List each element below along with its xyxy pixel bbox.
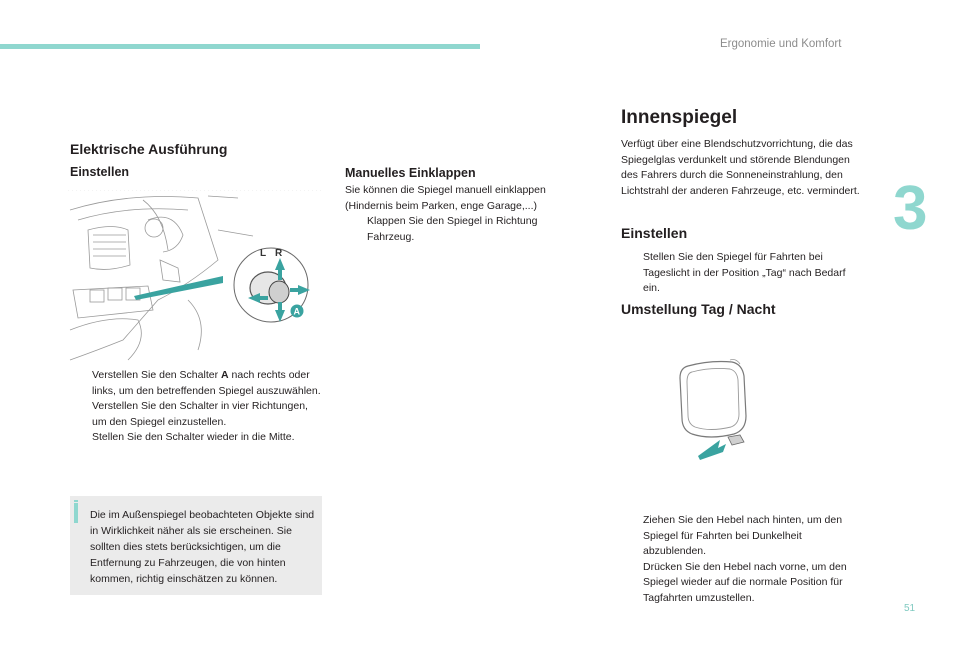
bullet-night-position: [621, 513, 861, 560]
page-number: 51: [904, 603, 916, 614]
manual-fold-bullets: [345, 214, 585, 245]
svg-text:L: L: [260, 248, 267, 259]
info-note-text: Die im Außenspiegel beobachteten Objekte sind in Wirklichkeit näher als sie erscheinen. Sie sollten dies stets berücksichtigen, um die Entfernung zu Fahrzeugen, die von hinten kommen, richtig einschätzen zu können.: [90, 509, 315, 585]
heading-interior-mirror: Innenspiegel: [621, 107, 738, 128]
bullet-day-return: [621, 560, 861, 607]
header-accent-bar: [0, 44, 480, 49]
switch-label-a: A: [293, 306, 300, 317]
heading-electric: Elektrische Ausführung: [70, 141, 228, 157]
chapter-number: 3: [893, 174, 928, 243]
svg-text:R: R: [275, 248, 283, 259]
bullet-adjust-mirror: [70, 399, 322, 430]
bullet-text-return: Drücken Sie den Hebel nach vorne, um den Spiegel wieder auf die normale Position für Tagfahrten umzustellen.: [643, 560, 847, 604]
bullet-fold-mirror: [345, 214, 585, 245]
bullet-text-1b: A: [221, 369, 229, 381]
adjust-bullets-right: [621, 250, 861, 297]
section-title: Ergonomie und Komfort: [720, 38, 842, 50]
bullet-text-2: Verstellen Sie den Schalter in vier Richtungen, um den Spiegel einzustellen.: [92, 400, 308, 428]
adjust-bullets-left: [70, 368, 322, 446]
info-icon: [74, 500, 78, 502]
heading-adjust-left: Einstellen: [70, 165, 130, 179]
bullet-center-switch: [70, 430, 322, 446]
bullet-text-3: Stellen Sie den Schalter wieder in die Mitte.: [92, 431, 295, 443]
bullet-text-fold: Klappen Sie den Spiegel in Richtung Fahrzeug.: [367, 215, 538, 243]
bullet-text-1a: Verstellen Sie den Schalter: [92, 369, 221, 381]
rear-view-mirror-illustration: [670, 358, 770, 463]
mirror-switch-illustration: [68, 190, 323, 362]
heading-manual-fold: Manuelles Einklappen: [345, 166, 476, 180]
manual-fold-text: Sie können die Spiegel manuell einklappen (Hindernis beim Parken, enge Garage,...): [345, 184, 546, 212]
heading-adjust-right: Einstellen: [621, 225, 688, 241]
bullet-select-mirror: [70, 368, 322, 399]
heading-day-night: Umstellung Tag / Nacht: [621, 301, 776, 317]
day-night-bullets: [621, 513, 861, 606]
bullet-text-day: Stellen Sie den Spiegel für Fahrten bei Tageslicht in der Position „Tag“ nach Bedarf ein.: [643, 251, 846, 294]
bullet-text-1c: nach rechts oder links, um den betreffenden Spiegel auszuwählen.: [92, 369, 321, 397]
bullet-text-night: Ziehen Sie den Hebel nach hinten, um den Spiegel für Fahrten bei Dunkelheit abzublenden.: [643, 514, 843, 557]
interior-mirror-intro: Verfügt über eine Blendschutzvorrichtung, die das Spiegelglas verdunkelt und störende Blendungen des Fahrers durch die Sonneneinstrahlung, den Lichtstrahl der anderen Fahrzeuge, etc. vermindert.: [621, 138, 860, 197]
bullet-day-position: [621, 250, 861, 297]
info-icon-bar: [74, 503, 78, 523]
